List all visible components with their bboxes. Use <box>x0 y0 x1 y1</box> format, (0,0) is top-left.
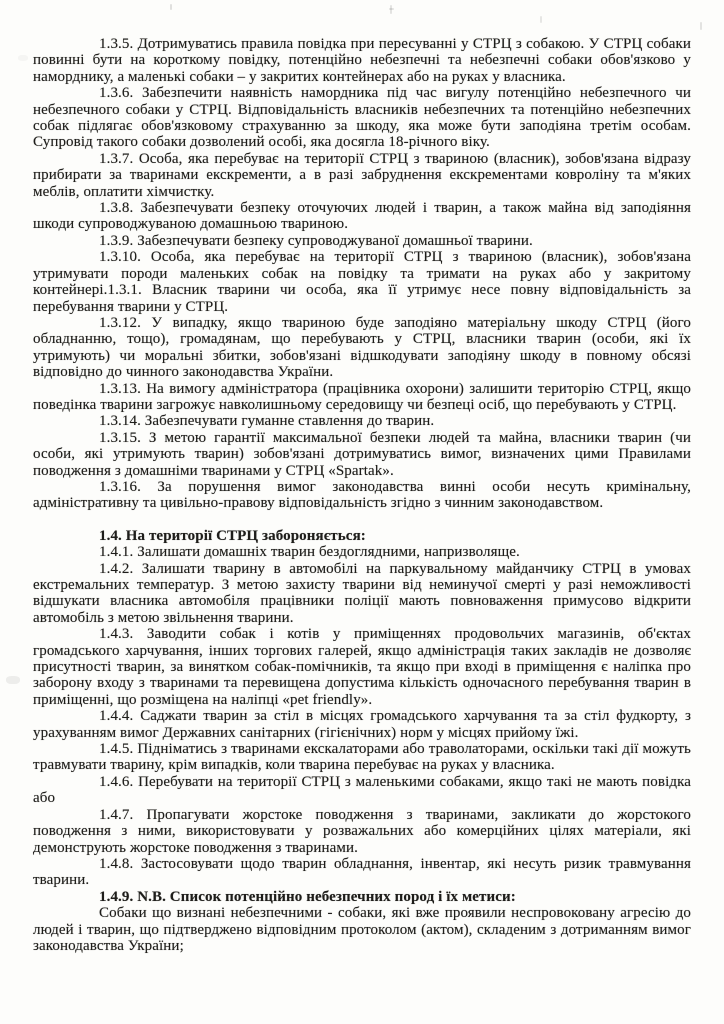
scan-speck <box>170 4 172 10</box>
clause-1-3-12: 1.3.12. У випадку, якщо твариною буде заподіяно матеріальну шкоду СТРЦ (його обладнанню, тощо), громадянам, що перебувають у СТРЦ, власники тварин (особи, які їх утримують) чи моральні збитки, зобов'язані відшкодувати заподіяну шкоду в повному обсязі відповідно до чинного законодавства України. <box>33 314 691 381</box>
scan-speck <box>700 22 702 30</box>
clause-1-4-2: 1.4.2. Залишати тварину в автомобілі на паркувальному майданчику СТРЦ в умовах екстремальних температур. З метою захисту тварини від неминучої смерті у разі неможливості відшукати власника автомобіля працівники поліції мають повноваження примусово відкрити автомобіль з метою звільнення тварини. <box>33 560 691 626</box>
clause-1-4-6: 1.4.6. Перебувати на території СТРЦ з маленькими собаками, якщо такі не мають повідка або <box>33 773 691 807</box>
scan-smudge <box>6 676 20 684</box>
section-1-4-heading: 1.4. На території СТРЦ забороняється: <box>99 527 366 544</box>
clause-1-3-10: 1.3.10. Особа, яка перебуває на території СТРЦ з твариною (власник), зобов'язана утримувати породи маленьких собак на повідку та тримати на руках або у закритому контейнері.1.3.1. Власник тварини чи особа, яка її утримує несе повну відповідальність за перебування тварини у СТРЦ. <box>33 249 691 315</box>
clause-1-3-5: 1.3.5. Дотримуватись правила повідка при пересуванні у СТРЦ з собакою. У СТРЦ собаки повинні бути на короткому повідку, потенційно небезпечні та небезпечні собаки обов'язково у наморднику, а маленькі собаки – у закритих контейнерах або на руках у власника. <box>33 36 691 85</box>
clause-1-3-6: 1.3.6. Забезпечити наявність намордника під час вигулу потенційно небезпечного чи небезпечного собаки у СТРЦ. Відповідальність власників небезпечних та потенційно небезпечних собак підлягає обов'язковому страхуванню за шкоду, яка може бути заподіяна третім особам. Супровід такого собаки дозволений особі, яка досягла 18-річного віку. <box>33 85 691 151</box>
document-body <box>33 36 691 954</box>
clause-1-3-15: 1.3.15. З метою гарантії максимальної безпеки людей та майна, власники тварин (чи особи, які утримують тварин) зобов'язані дотримуватись вимог, визначених цими Правилами поводження з домашніми тваринами у СТРЦ «Spartak». <box>33 429 691 479</box>
clause-1-4-4: 1.4.4. Саджати тварин за стіл в місцях громадського харчування та за стіл фудкорту, з урахуванням вимог Державних санітарних (гігієнічних) норм у місцях прийому їжі. <box>33 708 691 741</box>
clause-1-3-9: 1.3.9. Забезпечувати безпеку супроводжуваної домашньої тварини. <box>99 232 533 249</box>
clause-1-4-9-body: Собаки що визнані небезпечними - собаки, які вже проявили неспровоковану агресію до людей і тварин, що підтверджено відповідним протоколом (актом), складеним з дотриманням вимог законодавства України; <box>33 905 691 954</box>
clause-1-4-8: 1.4.8. Застосовувати щодо тварин обладнання, інвентар, які несуть ризик травмування тварини. <box>33 855 691 889</box>
clause-1-3-13: 1.3.13. На вимогу адміністратора (працівника охорони) залишити територію СТРЦ, якщо поведінка тварини загрожує навколишньому середовищу чи безпеці осіб, що перебувають у СТРЦ. <box>33 380 691 413</box>
clause-1-3-16: 1.3.16. За порушення вимог законодавства винні особи несуть кримінальну, адміністративну та цивільно-правову відповідальність згідно з чинним законодавством. <box>33 478 691 512</box>
clause-1-3-7: 1.3.7. Особа, яка перебуває на території СТРЦ з твариною (власник), зобов'язана відразу прибирати за тваринами екскременти, а в разі забруднення екскрементами ковроліну та м'яких меблів, оплатити хімчистку. <box>33 150 691 200</box>
clause-1-3-14: 1.3.14. Забезпечувати гуманне ставлення до тварин. <box>99 413 435 430</box>
scan-speck <box>540 16 542 23</box>
scan-speck <box>390 5 392 14</box>
clause-1-4-9-heading: 1.4.9. N.B. Список потенційно небезпечних пород і їх метиси: <box>99 888 516 905</box>
clause-1-4-7: 1.4.7. Пропагувати жорстоке поводження з тваринами, закликати до жорстокого поводження з ними, використовувати у розважальних або комерційних цілях матеріали, які демонструють жорстоке поводження з тваринами. <box>33 806 691 856</box>
clause-1-3-8: 1.3.8. Забезпечувати безпеку оточуючих людей і тварин, а також майна від заподіяння шкоди супроводжуваною домашньою твариною. <box>33 200 691 233</box>
clause-1-4-3: 1.4.3. Заводити собак і котів у приміщеннях продовольчих магазинів, об'єктах громадського харчування, інших торгових галерей, якщо адміністрація таких закладів не дозволяє присутності тварин, за винятком собак-помічників, та якщо при вході в приміщення є наліпка про заборону входу з тваринами та перевищена допустима кількість одночасного перебування тварин в приміщенні, що розміщена на наліпці «pet friendly». <box>33 626 691 708</box>
clause-1-4-5: 1.4.5. Підніматись з тваринами екскалаторами або траволаторами, оскільки такі дії можуть травмувати тварину, крім випадків, коли тварина перебуває на руках у власника. <box>33 741 691 774</box>
scan-smudge <box>18 55 28 61</box>
clause-1-4-1: 1.4.1. Залишати домашніх тварин бездоглядними, напризволяще. <box>99 544 520 561</box>
